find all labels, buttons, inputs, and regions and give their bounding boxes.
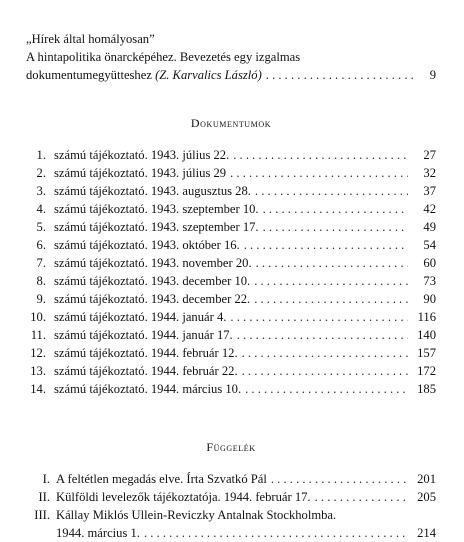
- entry-title: számú tájékoztató. 1943. november 20.: [54, 256, 252, 270]
- intro-title: „Hírek által homályosan”: [26, 32, 155, 46]
- intro-subtitle-end: [26, 66, 262, 84]
- intro-subtitle-tail: dokumentumegyütteshez: [26, 68, 156, 82]
- toc-entry: [26, 326, 436, 344]
- entry-title: számú tájékoztató. 1944. január 4.: [54, 310, 227, 324]
- dot-leader: [240, 236, 408, 254]
- intro-subtitle-continuation: [26, 66, 436, 84]
- dot-leader: [259, 200, 408, 218]
- page-number: 157: [417, 346, 436, 360]
- entry-number: 1.: [36, 148, 46, 162]
- toc-entry: [26, 236, 436, 254]
- entry-title: számú tájékoztató. 1944. február 12.: [54, 346, 238, 360]
- intro-author: (Z. Karvalics László): [155, 68, 262, 82]
- section-heading-appendix: Függelék: [206, 440, 256, 454]
- dot-leader: [311, 488, 408, 506]
- toc-entry: [26, 164, 436, 182]
- page-number: 205: [417, 490, 436, 504]
- entry-title: számú tájékoztató. 1943. július 22.: [54, 148, 230, 162]
- entry-number: 4.: [36, 202, 46, 216]
- dot-leader: [262, 66, 414, 84]
- page-number: 185: [417, 382, 436, 396]
- page-number: 116: [417, 310, 436, 324]
- dot-leader: [250, 290, 408, 308]
- page-number: 9: [429, 68, 436, 82]
- page-number: 27: [423, 148, 436, 162]
- entry-title: számú tájékoztató. 1944. január 17.: [54, 328, 233, 342]
- table-of-contents: [26, 30, 436, 542]
- toc-entry: [26, 308, 436, 326]
- entry-title: Kállay Miklós Ullein-Reviczky Antalnak Stockholmba.: [56, 508, 337, 522]
- toc-entry: [26, 182, 436, 200]
- entry-number: 5.: [36, 220, 46, 234]
- dot-leader: [252, 254, 408, 272]
- entry-title: számú tájékoztató. 1944. március 10.: [54, 382, 242, 396]
- dot-leader: [226, 308, 408, 326]
- entry-title: számú tájékoztató. 1943. szeptember 17.: [54, 220, 259, 234]
- entry-number: 10.: [30, 310, 46, 324]
- toc-entry: [26, 146, 436, 164]
- toc-entry: [26, 362, 436, 380]
- appendix-entry: [26, 506, 436, 524]
- entry-number: 2.: [36, 166, 46, 180]
- toc-entry: [26, 344, 436, 362]
- appendix-list: [26, 470, 436, 542]
- entry-title: számú tájékoztató. 1943. december 10.: [54, 274, 251, 288]
- entry-title: Külföldi levelezők tájékoztatója. 1944. február 17.: [56, 490, 311, 504]
- dot-leader: [233, 326, 408, 344]
- dot-leader: [250, 272, 408, 290]
- toc-entry: [26, 380, 436, 398]
- documents-list: [26, 146, 436, 398]
- page-number: 214: [417, 526, 436, 540]
- dot-leader: [259, 218, 408, 236]
- entry-number: 7.: [36, 256, 46, 270]
- toc-entry: [26, 254, 436, 272]
- entry-number: 9.: [36, 292, 46, 306]
- entry-title-continuation: 1944. március 1.: [56, 526, 140, 540]
- entry-title: A feltétlen megadás elve. Írta Szvatkó Pál: [56, 472, 267, 486]
- entry-number: 11.: [30, 328, 46, 342]
- section-heading-documents: Dokumentumok: [190, 116, 272, 130]
- appendix-entry-continuation: [26, 524, 436, 542]
- entry-number: 12.: [30, 346, 46, 360]
- page-number: 73: [423, 274, 436, 288]
- entry-title: számú tájékoztató. 1943. október 16.: [54, 238, 240, 252]
- entry-title: számú tájékoztató. 1943. december 22.: [54, 292, 251, 306]
- page-number: 60: [423, 256, 436, 270]
- page-number: 54: [423, 238, 436, 252]
- toc-entry: [26, 272, 436, 290]
- entry-number: 6.: [36, 238, 46, 252]
- entry-number: 3.: [36, 184, 46, 198]
- entry-number: 13.: [30, 364, 46, 378]
- dot-leader: [226, 164, 408, 182]
- entry-number: 14.: [30, 382, 46, 396]
- entry-title: számú tájékoztató. 1944. február 22.: [54, 364, 238, 378]
- entry-title: számú tájékoztató. 1943. augusztus 28.: [54, 184, 251, 198]
- page-number: 37: [423, 184, 436, 198]
- toc-entry: [26, 290, 436, 308]
- page-number: 32: [423, 166, 436, 180]
- entry-number: I.: [42, 472, 50, 486]
- entry-number: II.: [38, 490, 50, 504]
- intro-subtitle: A hintapolitika önarcképéhez. Bevezetés egy izgalmas: [26, 50, 301, 64]
- page-number: 140: [417, 328, 436, 342]
- toc-entry: [26, 200, 436, 218]
- toc-entry: [26, 218, 436, 236]
- entry-number: 8.: [36, 274, 46, 288]
- page-number: 42: [423, 202, 436, 216]
- entry-title: számú tájékoztató. 1943. július 29: [54, 166, 227, 180]
- entry-number: III.: [34, 508, 50, 522]
- page-number: 201: [417, 472, 436, 486]
- dot-leader: [140, 524, 408, 542]
- dot-leader: [251, 182, 408, 200]
- appendix-entry: [26, 470, 436, 488]
- dot-leader: [229, 146, 408, 164]
- page-number: 90: [423, 292, 436, 306]
- intro-entry: [26, 30, 436, 84]
- page-number: 49: [423, 220, 436, 234]
- dot-leader: [267, 470, 408, 488]
- dot-leader: [238, 362, 408, 380]
- page-number: 172: [417, 364, 436, 378]
- entry-title: számú tájékoztató. 1943. szeptember 10.: [54, 202, 259, 216]
- dot-leader: [238, 344, 408, 362]
- dot-leader: [241, 380, 408, 398]
- appendix-entry: [26, 488, 436, 506]
